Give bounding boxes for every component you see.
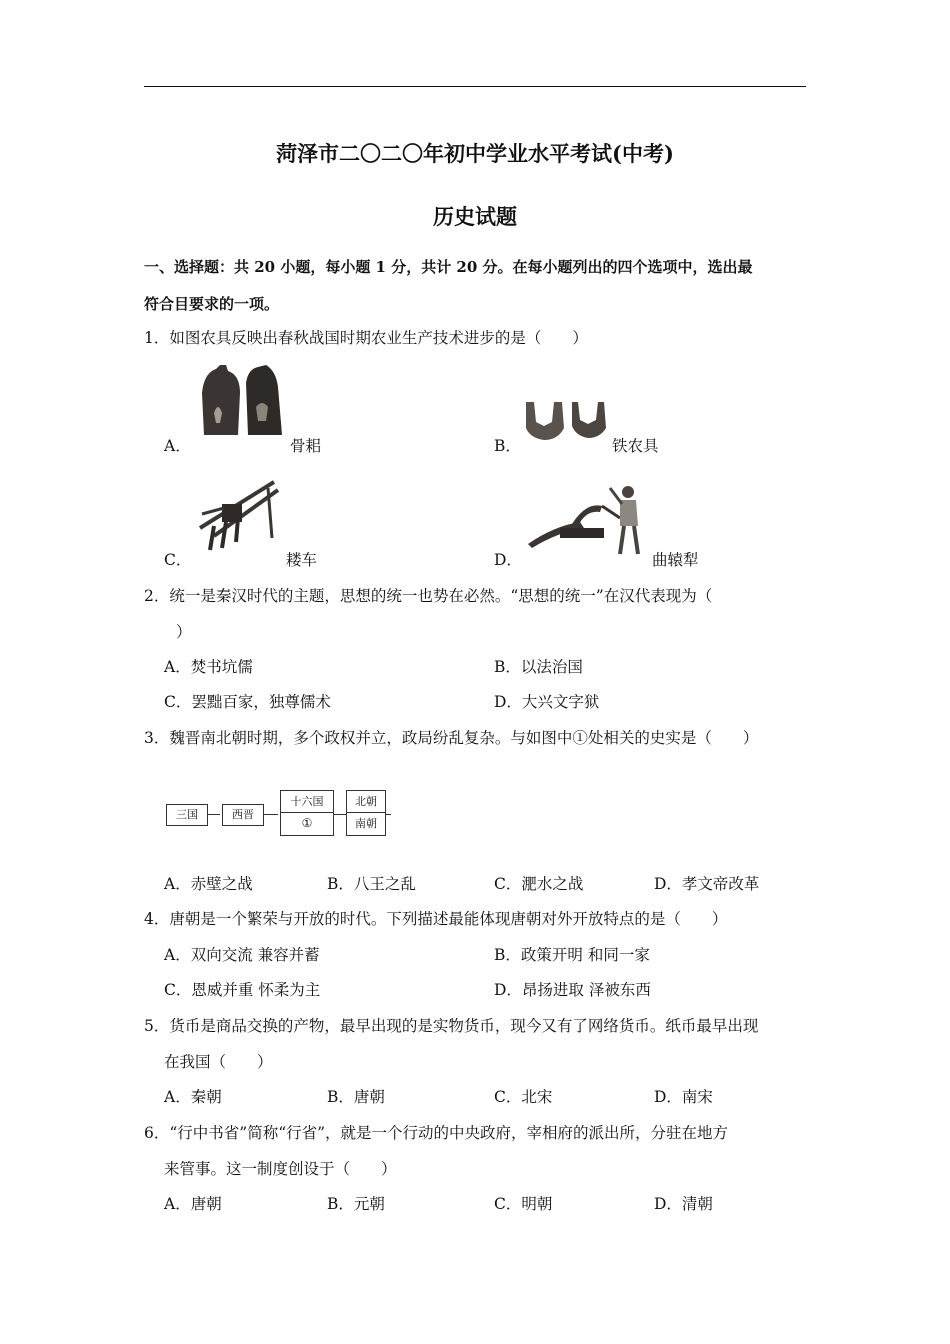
diagram-northern-dynasties: 北朝 <box>347 791 385 813</box>
diagram-southern-dynasties: 南朝 <box>355 817 377 830</box>
q2-option-d: D．大兴文字狱 <box>494 693 600 711</box>
diagram-blank-1: ① <box>301 816 313 830</box>
q1-option-d-letter: D． <box>494 551 522 569</box>
question-4-stem: 4．唐朝是一个繁荣与开放的时代。下列描述最能体现唐朝对外开放特点的是（ ） <box>144 910 728 928</box>
diagram-arrow-4 <box>385 814 391 815</box>
curved-plough-image <box>524 482 650 558</box>
q4-option-a: A．双向交流 兼容并蓄 <box>164 946 320 964</box>
question-1-stem: 1．如图农具反映出春秋战国时期农业生产技术进步的是（ ） <box>144 329 588 347</box>
q1-option-c-caption: 耧车 <box>286 551 318 569</box>
diagram-arrow-2 <box>264 814 278 815</box>
section-heading-line2: 符合目要求的一项。 <box>144 295 280 313</box>
q3-option-b: B．八王之乱 <box>327 875 416 893</box>
diagram-box-north-south <box>346 790 386 836</box>
q1-option-b-caption: 铁农具 <box>612 437 659 455</box>
question-6-stem-line2: 来管事。这一制度创设于（ ） <box>164 1160 397 1178</box>
section-heading-line1: 一、选择题：共 20 小题，每小题 1 分，共计 20 分。在每小题列出的四个选项中，选出最 <box>144 258 753 276</box>
header-rule <box>144 86 806 87</box>
q6-option-a: A．唐朝 <box>164 1195 222 1213</box>
q1-option-a-letter: A． <box>164 437 191 455</box>
question-2-stem-line1: 2．统一是秦汉时代的主题，思想的统一也势在必然。“思想的统一”在汉代表现为（ <box>144 587 713 605</box>
q1-option-d-caption: 曲辕犁 <box>652 551 699 569</box>
exam-subtitle: 历史试题 <box>433 204 517 229</box>
question-2-stem-line2: ） <box>176 623 192 641</box>
q6-option-b: B．元朝 <box>327 1195 385 1213</box>
q2-option-a: A．焚书坑儒 <box>164 658 253 676</box>
q1-option-b-letter: B． <box>494 437 521 455</box>
diagram-box-period <box>280 790 334 836</box>
q2-option-b: B．以法治国 <box>494 658 583 676</box>
q5-option-c: C．北宋 <box>494 1088 553 1106</box>
q3-option-c: C．淝水之战 <box>494 875 584 893</box>
question-6-stem-line1: 6．“行中书省”简称“行省”，就是一个行动的中央政府，宰相府的派出所，分驻在地方 <box>144 1124 729 1142</box>
q6-option-c: C．明朝 <box>494 1195 553 1213</box>
question-5-stem-line2: 在我国（ ） <box>164 1053 273 1071</box>
q6-option-d: D．清朝 <box>654 1195 713 1213</box>
diagram-arrow-3 <box>334 814 346 815</box>
exam-title: 菏泽市二〇二〇年初中学业水平考试(中考) <box>276 141 674 166</box>
q3-option-a: A．赤壁之战 <box>164 875 253 893</box>
diagram-arrow-1 <box>208 814 220 815</box>
q4-option-b: B．政策开明 和同一家 <box>494 946 650 964</box>
bone-spade-image <box>196 363 288 441</box>
diagram-box-western-jin: 西晋 <box>222 804 264 826</box>
q5-option-a: A．秦朝 <box>164 1088 222 1106</box>
q1-option-a-caption: 骨耜 <box>290 437 322 455</box>
iron-tools-image <box>524 398 610 444</box>
q4-option-d: D．昂扬进取 泽被东西 <box>494 981 651 999</box>
q5-option-b: B．唐朝 <box>327 1088 385 1106</box>
diagram-box-three-kingdoms: 三国 <box>166 804 208 826</box>
diagram-sixteen-kingdoms: 十六国 <box>281 791 333 813</box>
seed-drill-image <box>194 478 284 554</box>
q3-option-d: D．孝文帝改革 <box>654 875 760 893</box>
q1-option-c-letter: C． <box>164 551 192 569</box>
question-5-stem-line1: 5．货币是商品交换的产物，最早出现的是实物货币，现今又有了网络货币。纸币最早出现 <box>144 1017 759 1035</box>
question-3-stem: 3．魏晋南北朝时期，多个政权并立，政局纷乱复杂。与如图中①处相关的史实是（ ） <box>144 729 759 747</box>
q4-option-c: C．恩威并重 怀柔为主 <box>164 981 321 999</box>
q5-option-d: D．南宋 <box>654 1088 713 1106</box>
q2-option-c: C．罢黜百家，独尊儒术 <box>164 693 331 711</box>
dynasty-flow-diagram <box>166 786 392 838</box>
